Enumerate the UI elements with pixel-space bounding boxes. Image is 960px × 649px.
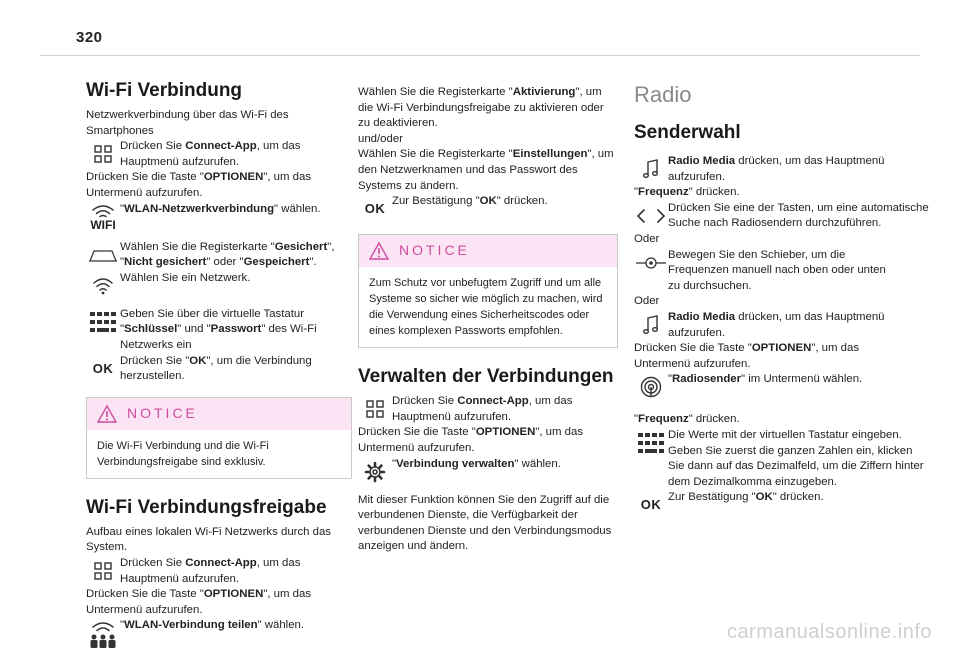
tab-icon — [86, 240, 120, 270]
step-row — [86, 271, 352, 301]
column-1 — [86, 80, 352, 649]
paragraph: Geben Sie über die virtuelle Tastatur "Schlüssel" und "Passwort" des Wi-Fi Netzwerks ein — [120, 307, 317, 351]
notice-box — [86, 397, 352, 479]
paragraph: Drücken Sie "OK", um die Verbindung herzustellen. — [120, 354, 312, 383]
connect-app-icon — [358, 394, 392, 424]
step-row — [86, 240, 352, 271]
step-row — [634, 490, 896, 520]
section-title-wifi-share: Wi-Fi Verbindungsfreigabe — [86, 496, 327, 518]
watermark: carmanualsonline.info — [726, 621, 932, 644]
prev-next-icon — [634, 201, 668, 231]
paragraph: Radio Media drücken, um das Hauptmenü aufzurufen. — [668, 310, 885, 339]
keyboard-icon — [634, 428, 668, 458]
keyboard-icon — [86, 307, 120, 337]
music-note-icon — [634, 154, 668, 184]
header-divider — [40, 55, 920, 56]
connect-app-icon — [86, 139, 120, 169]
paragraph: "WLAN-Netzwerkverbindung" wählen. — [120, 202, 321, 215]
wifi-label: WIFI — [90, 217, 116, 232]
paragraph: Drücken Sie eine der Tasten, um eine automatische Suche nach Radiosendern durchzuführen. — [668, 201, 929, 230]
notice-label: NOTICE — [127, 404, 198, 421]
paragraph: Drücken Sie die Taste "OPTIONEN", um das Untermenü aufzurufen. — [86, 171, 312, 199]
column-3 — [634, 80, 929, 520]
step-row — [86, 202, 352, 234]
warning-icon — [369, 242, 389, 260]
paragraph: Drücken Sie Connect-App, um das Hauptmenü aufzurufen. — [120, 556, 301, 585]
notice-header — [87, 398, 351, 430]
gear-icon — [358, 457, 392, 487]
wifi-network-icon — [86, 271, 120, 301]
paragraph: Wählen Sie die Registerkarte "Einstellungen", um den Netzwerknamen und das Passwort des Systems zu ändern. — [358, 148, 614, 192]
chapter-title: Radio — [634, 82, 692, 107]
step-row — [634, 428, 924, 490]
notice-box — [358, 234, 618, 348]
ok-icon: OK — [364, 201, 386, 217]
paragraph: Die Werte mit der virtuellen Tastatur eingeben. Geben Sie zuerst die ganzen Zahlen ein, klicken Sie dann auf das Dezimalfeld, um die Ziffern hinter dem Dezimalkomma einzugeben. — [668, 428, 924, 488]
step-row — [634, 372, 896, 402]
notice-header — [359, 235, 617, 267]
step-row — [358, 194, 618, 224]
paragraph: Drücken Sie Connect-App, um das Hauptmenü aufzurufen. — [392, 395, 573, 423]
notice-text: Die Wi-Fi Verbindung und die Wi-Fi Verbindungsfreigabe sind exklusiv. — [97, 439, 269, 468]
paragraph: Oder — [634, 232, 660, 245]
step-row — [86, 354, 352, 385]
paragraph: Zur Bestätigung "OK" drücken. — [668, 491, 824, 504]
paragraph: "Verbindung verwalten" wählen. — [392, 457, 561, 470]
paragraph: "Frequenz" drücken. — [634, 186, 740, 199]
paragraph: "WLAN-Verbindung teilen" wählen. — [120, 619, 305, 632]
paragraph: Drücken Sie die Taste "OPTIONEN", um das Untermenü aufzurufen. — [358, 426, 584, 454]
paragraph: Wählen Sie ein Netzwerk. — [120, 271, 251, 284]
step-row — [86, 618, 352, 649]
paragraph: Drücken Sie die Taste "OPTIONEN", um das Untermenü aufzurufen. — [634, 342, 860, 370]
step-row — [358, 457, 618, 487]
paragraph: Bewegen Sie den Schieber, um die Frequenzen manuell nach oben oder unten zu durchsuchen. — [668, 248, 886, 292]
paragraph: Mit dieser Funktion können Sie den Zugriff auf die verbundenen Dienste, die Verfügbarkeit der verbundenen Dienste und den Verbindungsmodus anzeigen und ändern. — [358, 493, 612, 553]
paragraph: und/oder — [358, 132, 403, 145]
paragraph: Netzwerkverbindung über das Wi-Fi des Smartphones — [86, 109, 289, 137]
paragraph: "Frequenz" drücken. — [634, 413, 740, 426]
wifi-icon — [86, 202, 120, 234]
paragraph: "Radiosender" im Untermenü wählen. — [668, 373, 863, 386]
notice-label: NOTICE — [399, 242, 470, 259]
music-note-icon — [634, 310, 668, 340]
paragraph: Zur Bestätigung "OK" drücken. — [392, 195, 548, 208]
section-title-manage-connections: Verwalten der Verbindungen — [358, 366, 614, 388]
step-row — [358, 394, 618, 425]
column-2 — [358, 85, 618, 555]
paragraph: Aufbau eines lokalen Wi-Fi Netzwerks durch das System. — [86, 525, 332, 554]
section-title-station-selection: Senderwahl — [634, 122, 741, 143]
radio-station-icon — [634, 372, 668, 402]
notice-text: Zum Schutz vor unbefugtem Zugriff und um alle Systeme so sicher wie möglich zu machen, wird die Verwendung eines Sicherheitscodes oder eines komplexen Passworts empfohlen. — [369, 277, 603, 338]
slider-icon — [634, 248, 668, 278]
step-row — [86, 307, 352, 354]
section-title-wifi-connection: Wi-Fi Verbindung — [86, 80, 243, 101]
step-row — [634, 310, 896, 341]
step-row — [86, 556, 352, 587]
paragraph: Drücken Sie Connect-App, um das Hauptmenü aufzurufen. — [120, 140, 301, 168]
step-row — [86, 139, 352, 170]
warning-icon — [97, 405, 117, 423]
paragraph: Oder — [634, 295, 660, 308]
page-number: 320 — [76, 29, 103, 46]
paragraph: Radio Media drücken, um das Hauptmenü aufzurufen. — [668, 155, 885, 183]
paragraph: Drücken Sie die Taste "OPTIONEN", um das Untermenü aufzurufen. — [86, 588, 312, 616]
ok-icon: OK — [92, 360, 114, 376]
paragraph: Wählen Sie die Registerkarte "Gesichert", "Nicht gesichert" oder "Gespeichert". — [120, 240, 335, 269]
step-row — [634, 154, 896, 185]
wifi-share-icon — [86, 618, 120, 649]
step-row — [634, 201, 929, 232]
connect-app-icon — [86, 556, 120, 586]
step-row — [634, 248, 896, 295]
paragraph: Wählen Sie die Registerkarte "Aktivierung", um die Wi-Fi Verbindungsfreigabe zu aktivieren oder zu deaktivieren. — [358, 86, 604, 130]
ok-icon: OK — [640, 497, 662, 513]
